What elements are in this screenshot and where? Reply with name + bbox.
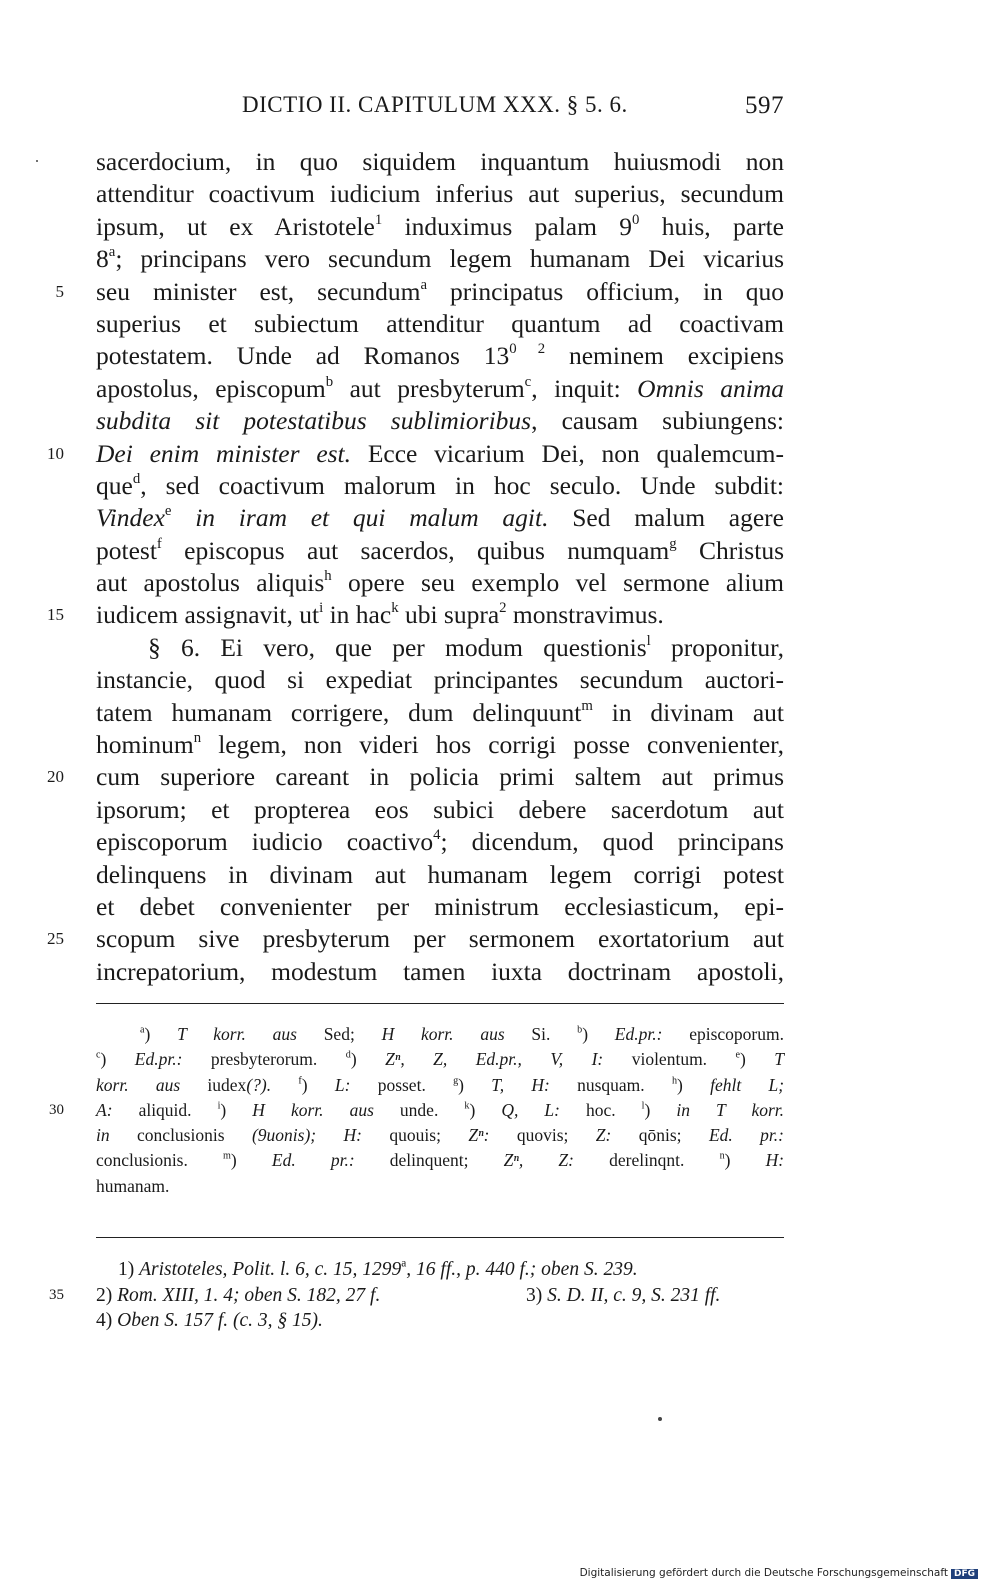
text-segment: cum superiore careant in policia primi saltem aut primus bbox=[96, 762, 784, 792]
text-segment: attenditur coactivum iudicium inferius aut superius, secundum bbox=[96, 179, 784, 209]
footnote bbox=[49, 1283, 784, 1309]
footnote-ref: 2 bbox=[516, 341, 546, 358]
text-line bbox=[96, 178, 784, 210]
text-segment: ; principans vero secundum legem humanam Dei vicarius bbox=[115, 244, 784, 274]
text-segment: episcopus aut sacerdos, quibus numquam bbox=[161, 535, 670, 565]
text-line bbox=[47, 923, 784, 955]
text-segment: Christus bbox=[676, 535, 784, 565]
text-line bbox=[96, 373, 784, 405]
note-text: ) bbox=[582, 1024, 615, 1044]
note-text: episcoporum. bbox=[662, 1024, 784, 1044]
text-segment: opere seu exemplo vel sermone alium bbox=[331, 568, 785, 598]
text-segment: scopum sive presbyterum per sermonem exortatorium aut bbox=[96, 924, 784, 954]
line-number: 5 bbox=[55, 281, 64, 301]
text-segment: hominum bbox=[96, 730, 194, 760]
text-line bbox=[96, 502, 784, 534]
footnote-number: 2) bbox=[96, 1284, 118, 1306]
note-text: hoc. bbox=[559, 1099, 616, 1120]
note-text: derelinqnt. bbox=[573, 1150, 685, 1171]
text-line bbox=[96, 826, 784, 858]
text-line bbox=[96, 470, 784, 502]
note-siglum: in bbox=[96, 1125, 110, 1146]
note-key: i bbox=[217, 1100, 221, 1112]
text-line bbox=[96, 211, 784, 243]
text-segment: ipsum, ut ex Aristotele bbox=[96, 211, 375, 241]
apparatus-divider bbox=[96, 1003, 784, 1004]
text-segment: increpatorium, modestum tamen iuxta doctrinam apostoli, bbox=[96, 956, 784, 986]
note-text: ) bbox=[469, 1099, 502, 1120]
footnote bbox=[96, 1308, 784, 1334]
quotation: Vindex bbox=[96, 503, 165, 533]
note-text: ) bbox=[350, 1049, 386, 1070]
footnote-divider bbox=[96, 1237, 784, 1238]
text-segment: potestatem. Unde ad Romanos 13 bbox=[96, 341, 510, 371]
line-number: 35 bbox=[49, 1286, 64, 1303]
note-text: posset. bbox=[350, 1074, 426, 1095]
note-text: ) bbox=[144, 1024, 178, 1044]
note-siglum: Ed. pr.: bbox=[271, 1150, 355, 1171]
footnote-ref: 2 bbox=[499, 600, 507, 617]
note-text: delinquent; bbox=[354, 1150, 504, 1171]
text-line bbox=[96, 956, 784, 988]
note-text: ) bbox=[458, 1074, 492, 1095]
quotation: subdita sit potestatibus sublimioribus bbox=[96, 406, 532, 436]
text-segment: apostolus, episcopum bbox=[96, 373, 326, 403]
note-siglum: H: bbox=[765, 1150, 785, 1171]
text-line bbox=[96, 891, 784, 923]
running-header bbox=[96, 92, 784, 128]
text-segment: seu minister est, secundum bbox=[96, 276, 421, 306]
variant-ref: h bbox=[324, 568, 332, 584]
text-segment: in divinam aut bbox=[592, 697, 784, 727]
variant-ref: c bbox=[524, 373, 532, 390]
note-text: conclusionis bbox=[109, 1125, 252, 1146]
line-number: 20 bbox=[47, 767, 64, 787]
variant-ref: k bbox=[391, 600, 399, 617]
text-line bbox=[96, 405, 784, 437]
footnote-citation: S. D. II, c. 9, S. 231 ff. bbox=[547, 1284, 721, 1306]
note-line bbox=[96, 1073, 784, 1098]
text-segment: Sed malum agere bbox=[548, 503, 784, 533]
note-siglum: T, H: bbox=[491, 1074, 550, 1095]
text-segment: ipsorum; et propterea eos subici debere sacerdotum aut bbox=[96, 794, 784, 824]
note-text: iudex bbox=[180, 1074, 247, 1095]
text-line bbox=[55, 276, 784, 308]
note-key: f bbox=[298, 1074, 302, 1086]
note-text: ) bbox=[677, 1074, 711, 1095]
text-segment: § 6. Ei vero, que per modum questionis bbox=[148, 632, 647, 662]
note-key: a bbox=[140, 1024, 145, 1036]
note-siglum: A: bbox=[96, 1099, 113, 1120]
text-line bbox=[96, 308, 784, 340]
text-line bbox=[96, 535, 784, 567]
text-segment: 8 bbox=[96, 244, 109, 274]
note-key: e bbox=[735, 1049, 741, 1061]
note-siglum: Z: bbox=[595, 1125, 612, 1146]
text-segment: neminem excipiens bbox=[545, 341, 784, 371]
variant-ref: l bbox=[646, 632, 651, 649]
note-line bbox=[96, 1148, 784, 1173]
text-segment: ubi supra bbox=[398, 600, 500, 630]
note-text: presbyterorum. bbox=[182, 1049, 318, 1070]
footnote-ref: 4 bbox=[433, 827, 441, 844]
note-key: h bbox=[671, 1074, 678, 1086]
note-text: Sed; bbox=[296, 1024, 382, 1044]
note-siglum: Ed.pr.: bbox=[614, 1024, 663, 1044]
note-text: ) bbox=[220, 1099, 253, 1120]
note-text: ) bbox=[740, 1049, 775, 1070]
text-segment: superius et subiectum attenditur quantum ad coactivam bbox=[96, 308, 784, 338]
superscript: a bbox=[108, 244, 116, 261]
note-siglum: Zⁿ, Z, Ed.pr., V, I: bbox=[385, 1049, 604, 1070]
footnote bbox=[526, 1283, 720, 1309]
note-siglum: korr. aus bbox=[96, 1074, 181, 1095]
text-segment: instancie, quod si expediat principantes secundum auctori- bbox=[96, 665, 784, 695]
text-segment: aut apostolus aliquis bbox=[96, 568, 325, 598]
footnote-number: 3) bbox=[526, 1284, 548, 1306]
footnote-ref: 1 bbox=[374, 211, 383, 228]
footnote-number: 1) bbox=[118, 1259, 140, 1280]
footnotes bbox=[49, 1257, 784, 1334]
text-segment: tatem humanam corrigere, dum delinquunt bbox=[96, 697, 582, 727]
digitization-credit bbox=[580, 1567, 978, 1579]
critical-apparatus bbox=[49, 1022, 785, 1199]
variant-ref: d bbox=[132, 470, 141, 487]
note-key: d bbox=[345, 1049, 351, 1061]
note-text: nusquam. bbox=[549, 1074, 645, 1095]
variant-ref: f bbox=[156, 535, 162, 552]
page-number: 597 bbox=[745, 92, 784, 119]
note-text: ) bbox=[644, 1099, 677, 1120]
text-line bbox=[96, 859, 784, 891]
note-text: ) bbox=[724, 1150, 766, 1171]
note-siglum: H korr. aus bbox=[381, 1024, 505, 1044]
text-segment: proponitur, bbox=[650, 632, 784, 662]
text-line bbox=[96, 340, 784, 372]
text-segment: principatus officium, in quo bbox=[427, 276, 784, 306]
text-segment: sacerdocium, in quo siquidem inquantum huiusmodi non bbox=[96, 147, 784, 176]
note-siglum: in T korr. bbox=[676, 1099, 785, 1120]
superscript: 0 bbox=[509, 341, 517, 358]
note-text: quouis; bbox=[361, 1125, 469, 1146]
text-segment: episcoporum iudicio coactivo bbox=[96, 827, 434, 857]
scan-speck bbox=[36, 160, 38, 162]
note-line bbox=[96, 1123, 784, 1148]
note-siglum: fehlt L; bbox=[710, 1074, 785, 1095]
note-text: ) bbox=[100, 1049, 135, 1070]
note-text: unde. bbox=[373, 1099, 439, 1120]
text-line bbox=[96, 632, 784, 664]
text-segment: in hac bbox=[323, 600, 392, 630]
text-line bbox=[47, 438, 784, 470]
text-segment: , inquit: bbox=[531, 373, 638, 403]
note-text: humanam. bbox=[96, 1175, 170, 1196]
footnote bbox=[96, 1257, 784, 1283]
note-text: ) bbox=[301, 1074, 335, 1095]
text-segment: , sed coactivum malorum in hoc seculo. Unde subdit: bbox=[140, 470, 784, 500]
note-key: l bbox=[641, 1100, 645, 1112]
note-text: violentum. bbox=[603, 1049, 708, 1070]
note-key: g bbox=[453, 1074, 459, 1086]
note-text: ) bbox=[230, 1150, 272, 1171]
footnote-citation: , 16 ff., p. 440 f.; oben S. 239. bbox=[406, 1259, 638, 1280]
text-line bbox=[47, 599, 784, 631]
text-segment: ; dicendum, quod principans bbox=[440, 827, 784, 857]
note-siglum: T korr. aus bbox=[177, 1024, 297, 1044]
text-segment: , causam subiungens: bbox=[531, 406, 784, 436]
note-siglum: L: bbox=[334, 1074, 351, 1095]
note-siglum: (9uonis); bbox=[251, 1125, 317, 1146]
credit-text: Digitalisierung gefördert durch die Deutsche Forschungsgemeinschaft bbox=[579, 1567, 948, 1579]
note-siglum: Ed. pr.: bbox=[708, 1125, 784, 1146]
quotation: in iram et qui malum agit. bbox=[171, 503, 549, 533]
note-key: n bbox=[719, 1150, 725, 1162]
text-line bbox=[96, 567, 784, 599]
running-title: DICTIO II. CAPITULUM XXX. § 5. 6. bbox=[242, 92, 628, 117]
text-segment: induximus palam 9 bbox=[382, 211, 633, 241]
note-line bbox=[96, 1174, 784, 1199]
note-text: quovis; bbox=[489, 1125, 596, 1146]
text-segment: potest bbox=[96, 535, 157, 565]
variant-ref: b bbox=[325, 373, 334, 390]
superscript: 0 bbox=[632, 211, 640, 228]
variant-ref: g bbox=[669, 535, 677, 552]
main-text bbox=[47, 146, 785, 988]
text-line bbox=[96, 794, 784, 826]
quotation: Dei enim minister est. bbox=[96, 438, 352, 468]
variant-ref: a bbox=[420, 276, 428, 293]
superscript: a bbox=[401, 1257, 407, 1270]
note-siglum: Q, L: bbox=[501, 1099, 560, 1120]
line-number: 30 bbox=[49, 1101, 64, 1118]
note-line bbox=[96, 1022, 784, 1047]
quotation: Omnis anima bbox=[637, 373, 784, 403]
line-number: 10 bbox=[47, 443, 64, 463]
variant-ref: m bbox=[581, 697, 593, 714]
text-line bbox=[96, 697, 784, 729]
note-line bbox=[49, 1098, 785, 1123]
note-key: b bbox=[577, 1024, 583, 1036]
footnote-citation: Rom. XIII, 1. 4; oben S. 182, 27 f. bbox=[117, 1284, 381, 1306]
text-line bbox=[96, 664, 784, 696]
footnote-citation: Oben S. 157 f. (c. 3, § 15). bbox=[117, 1310, 323, 1331]
line-number: 15 bbox=[47, 605, 64, 625]
text-segment: et debet convenienter per ministrum ecclesiasticum, epi- bbox=[96, 891, 784, 921]
note-siglum: Zⁿ, Z: bbox=[503, 1150, 574, 1171]
note-key: m bbox=[223, 1150, 231, 1162]
line-number: 25 bbox=[47, 929, 64, 949]
text-segment: huis, parte bbox=[639, 211, 784, 241]
footnote-number: 4) bbox=[96, 1310, 118, 1331]
note-siglum: (?). bbox=[246, 1074, 272, 1095]
text-line bbox=[96, 146, 784, 178]
text-segment: aut presbyterum bbox=[333, 373, 525, 403]
footnote-citation: Aristoteles, Polit. l. 6, c. 15, 1299 bbox=[139, 1259, 402, 1280]
dfg-logo: DFG bbox=[951, 1569, 978, 1579]
text-segment: que bbox=[96, 470, 133, 500]
scan-speck bbox=[658, 1417, 662, 1421]
text-line bbox=[47, 761, 784, 793]
variant-ref: i bbox=[319, 600, 324, 617]
variant-ref: e bbox=[164, 503, 172, 520]
note-siglum: H korr. aus bbox=[252, 1099, 374, 1120]
note-key: c bbox=[96, 1049, 101, 1061]
note-line bbox=[96, 1047, 784, 1072]
note-key: k bbox=[464, 1100, 470, 1112]
text-line bbox=[96, 243, 784, 275]
note-siglum: H: bbox=[343, 1125, 362, 1146]
note-siglum: Ed.pr.: bbox=[134, 1049, 183, 1070]
note-text: aliquid. bbox=[112, 1099, 192, 1120]
text-segment: legem, non videri hos corrigi posse convenienter, bbox=[201, 730, 784, 760]
variant-ref: n bbox=[193, 729, 202, 746]
note-siglum: Zⁿ: bbox=[468, 1125, 490, 1146]
text-segment: Ecce vicarium Dei, non qualemcum- bbox=[351, 438, 784, 468]
text-line bbox=[96, 729, 784, 761]
note-siglum: T bbox=[774, 1049, 785, 1070]
text-segment: delinquens in divinam aut humanam legem corrigi potest bbox=[96, 859, 784, 889]
note-text: qōnis; bbox=[611, 1125, 709, 1146]
text-segment: iudicem assignavit, ut bbox=[96, 600, 320, 630]
text-segment: monstravimus. bbox=[506, 600, 664, 630]
note-text: Si. bbox=[504, 1024, 551, 1044]
note-text: conclusionis. bbox=[96, 1150, 188, 1171]
note-text bbox=[316, 1125, 343, 1145]
